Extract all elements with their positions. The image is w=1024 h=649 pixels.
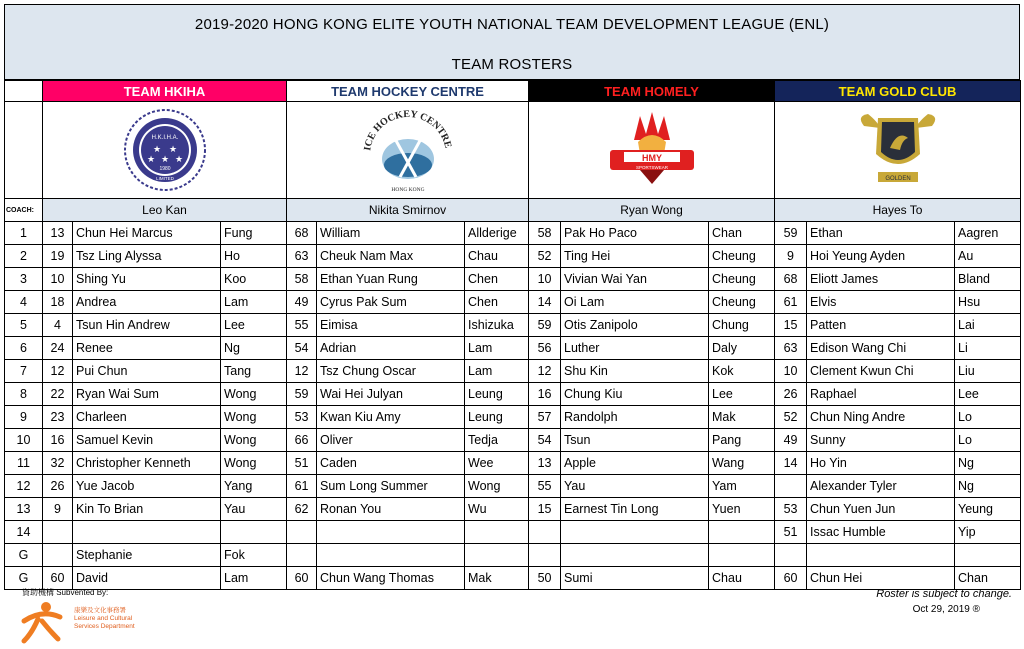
row-label: 7 (5, 360, 43, 383)
lcsd-name (74, 607, 154, 631)
lcsd-logo-icon (16, 599, 72, 645)
player-last-name: Yam (709, 475, 775, 498)
player-first-name: Ronan You (317, 498, 465, 521)
player-last-name (709, 544, 775, 567)
player-last-name (221, 521, 287, 544)
player-first-name: Issac Humble (807, 521, 955, 544)
player-first-name: Yue Jacob (73, 475, 221, 498)
player-last-name: Yau (221, 498, 287, 521)
player-jersey-number: 50 (529, 567, 561, 590)
player-jersey-number: 13 (529, 452, 561, 475)
player-jersey-number: 58 (287, 268, 317, 291)
player-first-name: Vivian Wai Yan (561, 268, 709, 291)
player-last-name: Chen (465, 268, 529, 291)
player-last-name: Lee (955, 383, 1021, 406)
player-jersey-number: 52 (529, 245, 561, 268)
player-last-name: Li (955, 337, 1021, 360)
row-label: 10 (5, 429, 43, 452)
player-jersey-number: 60 (775, 567, 807, 590)
player-last-name: Wong (221, 429, 287, 452)
player-jersey-number: 55 (287, 314, 317, 337)
player-last-name (465, 544, 529, 567)
player-first-name: Ethan Yuan Rung (317, 268, 465, 291)
player-last-name: Au (955, 245, 1021, 268)
player-first-name: Luther (561, 337, 709, 360)
player-last-name: Ng (955, 452, 1021, 475)
player-first-name: Sumi (561, 567, 709, 590)
player-jersey-number: 19 (43, 245, 73, 268)
player-jersey-number: 51 (287, 452, 317, 475)
player-first-name: Clement Kwun Chi (807, 360, 955, 383)
player-first-name: Kin To Brian (73, 498, 221, 521)
gold-logo-bottom: GOLDEN (884, 176, 911, 182)
player-first-name: Stephanie (73, 544, 221, 567)
player-jersey-number: 56 (529, 337, 561, 360)
player-jersey-number: 15 (529, 498, 561, 521)
player-first-name: Tsz Chung Oscar (317, 360, 465, 383)
player-first-name: Kwan Kiu Amy (317, 406, 465, 429)
player-row (5, 498, 1021, 521)
player-first-name: Adrian (317, 337, 465, 360)
player-last-name: Lee (709, 383, 775, 406)
player-jersey-number: 22 (43, 383, 73, 406)
roster-date: Oct 29, 2019 ® (912, 604, 980, 615)
player-first-name: Patten (807, 314, 955, 337)
player-first-name: Samuel Kevin (73, 429, 221, 452)
player-last-name: Yuen (709, 498, 775, 521)
player-jersey-number (775, 475, 807, 498)
player-jersey-number: 14 (529, 291, 561, 314)
player-first-name: Shu Kin (561, 360, 709, 383)
player-last-name (709, 521, 775, 544)
player-first-name: Oi Lam (561, 291, 709, 314)
player-first-name: Andrea (73, 291, 221, 314)
team-header-row (5, 81, 1021, 102)
player-last-name (465, 521, 529, 544)
ihc-logo-text: ICE HOCKEY CENTRE (361, 108, 453, 152)
player-last-name: Cheung (709, 245, 775, 268)
player-last-name: Cheung (709, 268, 775, 291)
player-first-name: Cheuk Nam Max (317, 245, 465, 268)
player-last-name: Liu (955, 360, 1021, 383)
player-jersey-number (529, 521, 561, 544)
player-jersey-number: 49 (287, 291, 317, 314)
player-jersey-number: 49 (775, 429, 807, 452)
player-row (5, 429, 1021, 452)
coach-row (5, 199, 1021, 222)
player-jersey-number: 12 (43, 360, 73, 383)
player-jersey-number: 61 (287, 475, 317, 498)
player-last-name: Lam (221, 567, 287, 590)
player-jersey-number: 4 (43, 314, 73, 337)
player-jersey-number: 51 (775, 521, 807, 544)
player-last-name: Lee (221, 314, 287, 337)
player-first-name: Elvis (807, 291, 955, 314)
coach-hockey-centre: Nikita Smirnov (287, 199, 529, 222)
player-first-name: Chung Kiu (561, 383, 709, 406)
player-jersey-number: 54 (287, 337, 317, 360)
player-jersey-number: 60 (287, 567, 317, 590)
player-last-name: Hsu (955, 291, 1021, 314)
player-first-name: Chun Yuen Jun (807, 498, 955, 521)
player-jersey-number: 53 (287, 406, 317, 429)
player-jersey-number (43, 544, 73, 567)
lcsd-name-en: Leisure and Cultural Services Department (74, 615, 135, 630)
player-first-name: Chun Ning Andre (807, 406, 955, 429)
player-first-name: Eliott James (807, 268, 955, 291)
player-last-name: Leung (465, 406, 529, 429)
team-logo-row (5, 102, 1021, 199)
player-last-name: Wu (465, 498, 529, 521)
player-first-name (317, 544, 465, 567)
coach-gold-club: Hayes To (775, 199, 1021, 222)
hkiha-logo-year: 1980 (158, 166, 171, 172)
player-first-name: Raphael (807, 383, 955, 406)
hkiha-emblem-icon (123, 108, 207, 192)
player-first-name: Ting Hei (561, 245, 709, 268)
svg-text:★: ★ (160, 154, 169, 164)
player-last-name: Wong (465, 475, 529, 498)
player-jersey-number: 68 (287, 222, 317, 245)
homely-logo-text: HMY (641, 153, 662, 163)
player-first-name: Caden (317, 452, 465, 475)
corner-cell (5, 81, 43, 102)
player-last-name: Wong (221, 452, 287, 475)
row-label: 3 (5, 268, 43, 291)
player-first-name: David (73, 567, 221, 590)
player-last-name: Pang (709, 429, 775, 452)
player-last-name: Lai (955, 314, 1021, 337)
player-row (5, 360, 1021, 383)
player-first-name: Shing Yu (73, 268, 221, 291)
player-first-name: Charleen (73, 406, 221, 429)
svg-text:★: ★ (152, 144, 161, 154)
svg-text:★: ★ (174, 154, 183, 164)
player-last-name: Aagren (955, 222, 1021, 245)
player-first-name: Renee (73, 337, 221, 360)
player-jersey-number: 54 (529, 429, 561, 452)
row-label: 2 (5, 245, 43, 268)
player-jersey-number (287, 544, 317, 567)
player-jersey-number: 9 (43, 498, 73, 521)
player-jersey-number: 59 (287, 383, 317, 406)
player-first-name: Tsz Ling Alyssa (73, 245, 221, 268)
player-last-name: Fok (221, 544, 287, 567)
player-first-name (807, 544, 955, 567)
player-last-name: Mak (709, 406, 775, 429)
team-name-gold-club: TEAM GOLD CLUB (775, 81, 1021, 102)
player-jersey-number: 57 (529, 406, 561, 429)
player-last-name: Chung (709, 314, 775, 337)
row-label: 5 (5, 314, 43, 337)
subvented-by-label: 資助機構 Subvented By: (22, 588, 109, 597)
player-first-name: Ryan Wai Sum (73, 383, 221, 406)
player-jersey-number: 26 (775, 383, 807, 406)
homely-warrior-icon (604, 110, 700, 190)
player-last-name: Ho (221, 245, 287, 268)
corner-cell (5, 102, 43, 199)
player-first-name: Christopher Kenneth (73, 452, 221, 475)
player-jersey-number (43, 521, 73, 544)
player-jersey-number: 12 (529, 360, 561, 383)
player-jersey-number: 10 (775, 360, 807, 383)
player-jersey-number: 16 (529, 383, 561, 406)
hkiha-logo-text: H.K.I.H.A. (151, 135, 178, 141)
player-first-name: Sunny (807, 429, 955, 452)
player-first-name: Pui Chun (73, 360, 221, 383)
row-label: 13 (5, 498, 43, 521)
row-label: 12 (5, 475, 43, 498)
player-jersey-number: 53 (775, 498, 807, 521)
player-row (5, 245, 1021, 268)
player-jersey-number (529, 544, 561, 567)
player-first-name: Earnest Tin Long (561, 498, 709, 521)
player-last-name: Bland (955, 268, 1021, 291)
player-last-name: Chan (709, 222, 775, 245)
player-last-name (955, 544, 1021, 567)
row-label: 4 (5, 291, 43, 314)
player-first-name (73, 521, 221, 544)
player-jersey-number: 59 (529, 314, 561, 337)
player-jersey-number: 16 (43, 429, 73, 452)
player-first-name: Yau (561, 475, 709, 498)
player-last-name: Lo (955, 429, 1021, 452)
player-first-name: Edison Wang Chi (807, 337, 955, 360)
player-last-name: Chau (709, 567, 775, 590)
gold-club-shield-icon (850, 108, 946, 192)
roster-table (4, 80, 1021, 590)
player-first-name: Pak Ho Paco (561, 222, 709, 245)
team-name-hkiha: TEAM HKIHA (43, 81, 287, 102)
player-jersey-number: 26 (43, 475, 73, 498)
player-jersey-number: 24 (43, 337, 73, 360)
team-name-homely: TEAM HOMELY (529, 81, 775, 102)
lcsd-name-zh: 康樂及文化事務署 (74, 607, 126, 614)
player-last-name: Tedja (465, 429, 529, 452)
player-row (5, 521, 1021, 544)
player-last-name: Daly (709, 337, 775, 360)
player-jersey-number: 32 (43, 452, 73, 475)
row-label: 11 (5, 452, 43, 475)
page-subtitle: TEAM ROSTERS (4, 44, 1020, 80)
player-first-name: Ethan (807, 222, 955, 245)
subvention-block (22, 587, 152, 647)
svg-text:★: ★ (168, 144, 177, 154)
player-last-name: Yeung (955, 498, 1021, 521)
player-first-name: Eimisa (317, 314, 465, 337)
player-first-name: Randolph (561, 406, 709, 429)
player-last-name: Lam (221, 291, 287, 314)
player-row (5, 567, 1021, 590)
player-last-name: Ishizuka (465, 314, 529, 337)
player-first-name: Sum Long Summer (317, 475, 465, 498)
player-row (5, 475, 1021, 498)
player-last-name: Kok (709, 360, 775, 383)
coach-homely: Ryan Wong (529, 199, 775, 222)
player-last-name: Chau (465, 245, 529, 268)
player-jersey-number: 58 (529, 222, 561, 245)
player-jersey-number: 61 (775, 291, 807, 314)
player-first-name (561, 544, 709, 567)
row-label: 8 (5, 383, 43, 406)
player-jersey-number: 63 (287, 245, 317, 268)
player-last-name: Allderige (465, 222, 529, 245)
player-jersey-number: 12 (287, 360, 317, 383)
page-title: 2019-2020 HONG KONG ELITE YOUTH NATIONAL TEAM DEVELOPMENT LEAGUE (ENL) (4, 4, 1020, 44)
player-last-name: Lam (465, 337, 529, 360)
player-first-name: Alexander Tyler (807, 475, 955, 498)
player-first-name: Hoi Yeung Ayden (807, 245, 955, 268)
player-last-name: Wang (709, 452, 775, 475)
player-jersey-number: 60 (43, 567, 73, 590)
player-last-name: Ng (221, 337, 287, 360)
row-label: G (5, 567, 43, 590)
player-first-name: Cyrus Pak Sum (317, 291, 465, 314)
player-last-name: Cheung (709, 291, 775, 314)
coach-label: COACH: (5, 199, 43, 222)
player-first-name: William (317, 222, 465, 245)
ice-hockey-centre-icon (360, 105, 456, 195)
row-label: 6 (5, 337, 43, 360)
player-last-name: Tang (221, 360, 287, 383)
team-name-hockey-centre: TEAM HOCKEY CENTRE (287, 81, 529, 102)
coach-hkiha: Leo Kan (43, 199, 287, 222)
player-jersey-number: 52 (775, 406, 807, 429)
player-row (5, 544, 1021, 567)
player-last-name: Yang (221, 475, 287, 498)
player-jersey-number: 55 (529, 475, 561, 498)
player-last-name: Lam (465, 360, 529, 383)
player-first-name: Oliver (317, 429, 465, 452)
player-jersey-number: 62 (287, 498, 317, 521)
player-last-name: Wee (465, 452, 529, 475)
player-row (5, 222, 1021, 245)
row-label: G (5, 544, 43, 567)
player-jersey-number: 66 (287, 429, 317, 452)
player-first-name: Otis Zanipolo (561, 314, 709, 337)
hkiha-logo-bottom: LIMITED (155, 176, 174, 181)
player-last-name: Chen (465, 291, 529, 314)
player-last-name: Mak (465, 567, 529, 590)
player-last-name: Lo (955, 406, 1021, 429)
homely-logo-bottom: SPORTSWEAR (635, 165, 668, 170)
player-jersey-number: 9 (775, 245, 807, 268)
player-last-name: Leung (465, 383, 529, 406)
player-last-name: Wong (221, 383, 287, 406)
player-first-name: Chun Hei Marcus (73, 222, 221, 245)
player-last-name: Fung (221, 222, 287, 245)
player-first-name: Ho Yin (807, 452, 955, 475)
player-last-name: Yip (955, 521, 1021, 544)
player-first-name (561, 521, 709, 544)
player-first-name: Wai Hei Julyan (317, 383, 465, 406)
player-first-name: Chun Wang Thomas (317, 567, 465, 590)
player-first-name: Apple (561, 452, 709, 475)
player-jersey-number: 59 (775, 222, 807, 245)
player-first-name: Tsun Hin Andrew (73, 314, 221, 337)
player-jersey-number: 13 (43, 222, 73, 245)
row-label: 1 (5, 222, 43, 245)
player-row (5, 314, 1021, 337)
player-jersey-number: 10 (43, 268, 73, 291)
player-first-name: Tsun (561, 429, 709, 452)
ihc-logo-bottom: HONG KONG (390, 187, 425, 193)
player-row (5, 337, 1021, 360)
player-first-name: Chun Hei (807, 567, 955, 590)
player-jersey-number (287, 521, 317, 544)
player-jersey-number: 15 (775, 314, 807, 337)
roster-note: Roster is subject to change. (876, 588, 1012, 600)
player-row (5, 291, 1021, 314)
player-jersey-number: 23 (43, 406, 73, 429)
row-label: 9 (5, 406, 43, 429)
player-jersey-number (775, 544, 807, 567)
player-jersey-number: 68 (775, 268, 807, 291)
player-jersey-number: 14 (775, 452, 807, 475)
player-last-name: Koo (221, 268, 287, 291)
player-row (5, 268, 1021, 291)
player-jersey-number: 10 (529, 268, 561, 291)
player-last-name: Ng (955, 475, 1021, 498)
player-first-name (317, 521, 465, 544)
player-last-name: Wong (221, 406, 287, 429)
player-jersey-number: 63 (775, 337, 807, 360)
player-row (5, 383, 1021, 406)
player-jersey-number: 18 (43, 291, 73, 314)
svg-text:★: ★ (146, 154, 155, 164)
row-label: 14 (5, 521, 43, 544)
player-row (5, 406, 1021, 429)
player-row (5, 452, 1021, 475)
player-last-name: Chan (955, 567, 1021, 590)
